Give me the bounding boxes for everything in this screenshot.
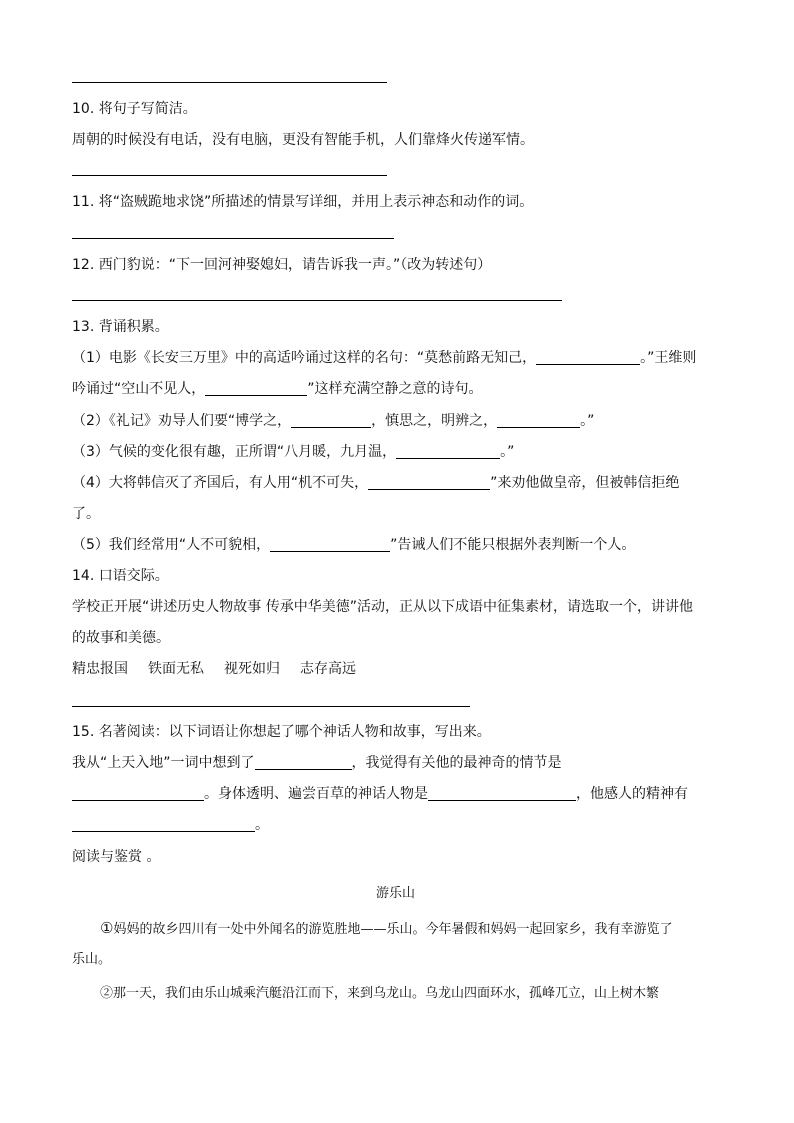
reading-paragraph-1-line1 [100,918,672,940]
q13-item1-text-d: ”这样充满空静之意的诗句。 [307,381,483,397]
q13-item1-text-c: 吟诵过“空山不见人， [72,381,206,397]
q12-title: 12. 西门豹说：“下一回河神娶媳妇，请告诉我一声。”（改为转述句） [72,257,492,273]
q13-item3-text-b: 。” [500,444,515,460]
q13-item5-text-a: （5）我们经常用“人不可貌相， [72,537,271,553]
reading-paragraph-2-line1: ②那一天，我们由乐山城乘汽艇沿江而下，来到乌龙山。乌龙山四面环水，孤峰兀立，山上树木繁 [100,986,660,1001]
paragraph-1-number: ① [100,919,114,937]
reading-paragraph-1-line2: 乐山。 [72,952,112,967]
q14-idioms [72,659,356,679]
q13-item4-text-b: ”来劝他做皇帝，但被韩信拒绝 [490,475,680,491]
q13-item1-line2 [72,379,483,399]
q15-line2 [72,784,688,804]
q13-item3-text-a: （3）气候的变化很有趣，正所谓“八月暖，九月温， [72,444,397,460]
q13-item4-blank[interactable] [368,475,490,490]
q15-text-1a: 我从“上天入地”一词中想到了 [72,755,255,771]
q12-answer-line[interactable] [72,300,562,301]
q13-item1-text-a: （1）电影《长安三万里》中的高适吟诵过这样的名句：“莫愁前路无知己， [72,350,537,366]
idiom-3: 视死如归 [224,661,280,677]
q13-item5-blank[interactable] [270,537,390,552]
q13-item1-text-b: 。”王维则 [640,350,697,366]
q14-title: 14. 口语交际。 [72,568,169,584]
q13-title: 13. 背诵积累。 [72,319,169,335]
q13-item1-line1 [72,348,696,368]
q13-item2 [72,411,594,431]
q15-title: 15. 名著阅读：以下词语让你想起了哪个神话人物和故事，写出来。 [72,724,491,740]
q13-item4-line2: 了。 [72,506,100,522]
q10-title: 10. 将句子写简洁。 [72,101,197,117]
q13-item2-text-b: ，慎思之，明辨之， [371,413,498,429]
idiom-1: 精忠报国 [72,661,128,677]
q13-item1-blank2[interactable] [205,381,307,396]
q10-sentence: 周朝的时候没有电话，没有电脑，更没有智能手机，人们靠烽火传递军情。 [72,132,534,148]
q15-line3 [72,815,269,835]
idiom-4: 志存高远 [300,661,356,677]
q15-text-2b: ，他感人的精神有 [576,786,688,802]
q15-line1 [72,753,562,773]
q15-blank-2[interactable] [72,786,204,801]
q14-answer-line[interactable] [72,706,470,707]
q13-item3-blank[interactable] [396,444,500,459]
q13-item3 [72,442,514,462]
idiom-2: 铁面无私 [148,661,204,677]
answer-line[interactable] [72,82,387,83]
paragraph-1-text-a: 妈妈的故乡四川有一处中外闻名的游览胜地——乐山。今年暑假和妈妈一起回家乡，我有幸游览了 [113,922,673,937]
q15-text-3a: 。 [255,817,269,833]
reading-section-heading: 阅读与鉴赏 。 [72,849,161,865]
reading-title: 游乐山 [376,886,416,901]
q13-item2-text-c: 。” [580,413,595,429]
q13-item2-blank1[interactable] [291,413,371,428]
q15-text-1b: ，我觉得有关他的最神奇的情节是 [351,755,562,771]
q11-title: 11. 将“盗贼跪地求饶”所描述的情景写详细，并用上表示神态和动作的词。 [72,194,534,210]
q13-item4-line1 [72,473,679,493]
q15-blank-3[interactable] [428,786,576,801]
q13-item5 [72,535,635,555]
q13-item2-blank2[interactable] [497,413,580,428]
q15-text-2a: 。身体透明、遍尝百草的神话人物是 [204,786,428,802]
q11-answer-line[interactable] [72,238,394,239]
q13-item1-blank1[interactable] [536,350,640,365]
q10-answer-line[interactable] [72,175,387,176]
q15-blank-4[interactable] [72,817,255,832]
q13-item2-text-a: （2）《礼记》劝导人们要“博学之， [72,413,292,429]
q14-line1: 学校正开展“讲述历史人物故事 传承中华美德”活动，正从以下成语中征集素材，请选取一个，讲讲他 [72,599,693,615]
q13-item5-text-b: ”告诫人们不能只根据外表判断一个人。 [390,537,636,553]
q15-blank-1[interactable] [255,755,352,770]
q14-line2: 的故事和美德。 [72,630,170,646]
q13-item4-text-a: （4）大将韩信灭了齐国后，有人用“机不可失， [72,475,369,491]
